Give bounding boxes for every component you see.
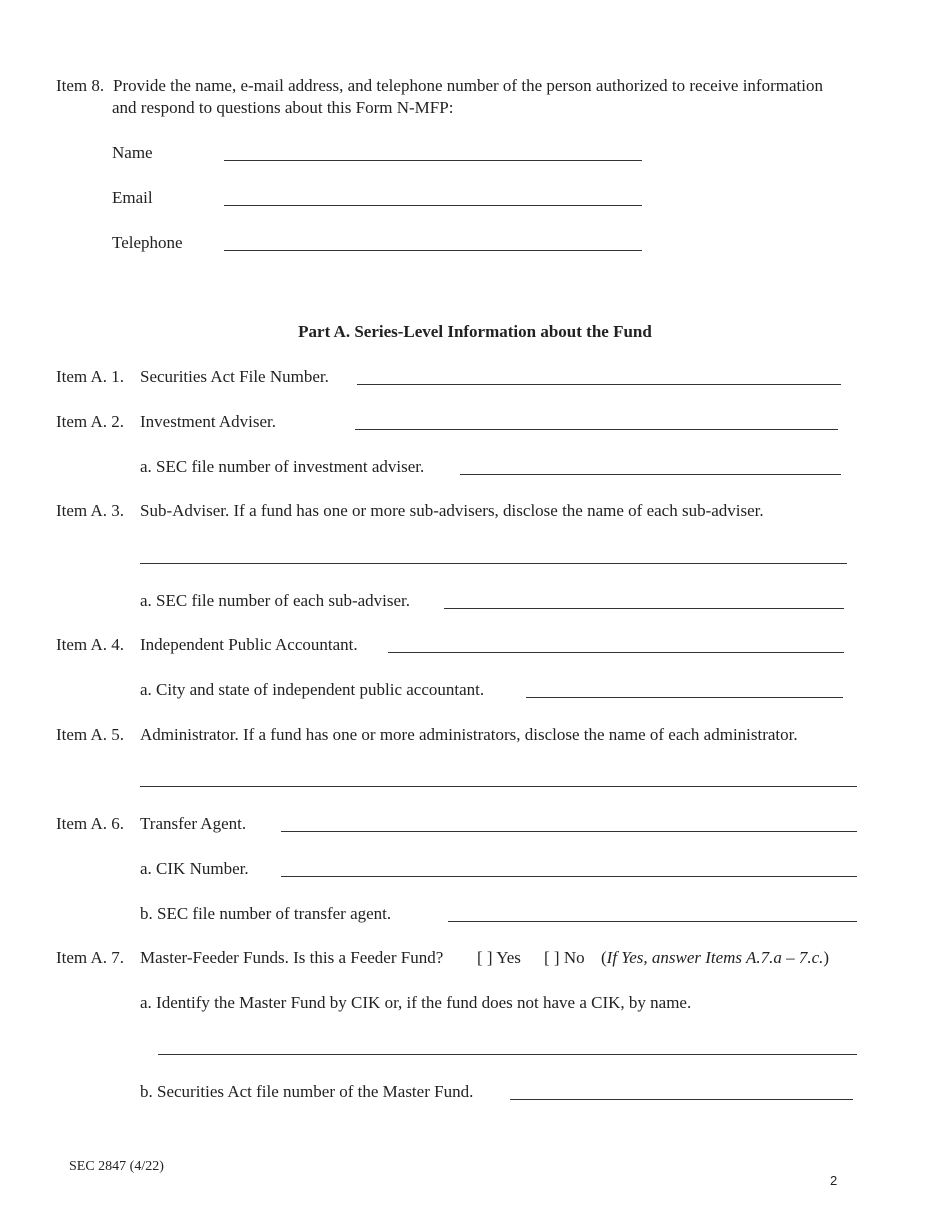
cik-number-field[interactable]: [281, 876, 857, 877]
telephone-label: Telephone: [112, 233, 183, 252]
administrator-names-field[interactable]: [140, 786, 857, 787]
transfer-agent-field[interactable]: [281, 831, 857, 832]
part-a-heading: Part A. Series-Level Information about the Fund: [298, 322, 652, 341]
item-a4-number: Item A. 4.: [56, 635, 124, 654]
item-a7b-label: b. Securities Act file number of the Master Fund.: [140, 1082, 474, 1101]
item-a7-note-close: ): [823, 948, 830, 967]
item-a7-number: Item A. 7.: [56, 948, 124, 967]
item-a3-label: Sub-Adviser. If a fund has one or more sub-advisers, disclose the name of each sub-adviser.: [140, 501, 764, 520]
email-label: Email: [112, 188, 153, 207]
item-a7-label: Master-Feeder Funds. Is this a Feeder Fund?: [140, 948, 444, 967]
feeder-fund-yes-checkbox[interactable]: [ ] Yes: [477, 948, 521, 967]
sub-adviser-sec-file-number-field[interactable]: [444, 608, 844, 609]
item-a2a-label: a. SEC file number of investment adviser.: [140, 457, 425, 476]
accountant-city-state-field[interactable]: [526, 697, 843, 698]
item8-number: Item 8.: [56, 76, 105, 95]
page-number: 2: [830, 1173, 838, 1188]
telephone-field[interactable]: [224, 250, 642, 251]
item-a7a-label: a. Identify the Master Fund by CIK or, if the fund does not have a CIK, by name.: [140, 993, 692, 1012]
adviser-sec-file-number-field[interactable]: [460, 474, 841, 475]
item8-text-line2: and respond to questions about this Form N-MFP:: [112, 98, 454, 117]
transfer-agent-sec-file-number-field[interactable]: [448, 921, 857, 922]
item-a7-note: [601, 947, 829, 969]
form-id: SEC 2847 (4/22): [69, 1159, 164, 1174]
name-field[interactable]: [224, 160, 642, 161]
item-a3-number: Item A. 3.: [56, 501, 124, 520]
item-a2-number: Item A. 2.: [56, 412, 124, 431]
item-a6a-label: a. CIK Number.: [140, 859, 249, 878]
sub-adviser-names-field[interactable]: [140, 563, 847, 564]
item-a4-label: Independent Public Accountant.: [140, 635, 358, 654]
item-a6b-label: b. SEC file number of transfer agent.: [140, 904, 392, 923]
name-label: Name: [112, 143, 153, 162]
email-field[interactable]: [224, 205, 642, 206]
item-a6-number: Item A. 6.: [56, 814, 124, 833]
independent-public-accountant-field[interactable]: [388, 652, 844, 653]
master-fund-identifier-field[interactable]: [158, 1054, 857, 1055]
item8-text-line1: Provide the name, e-mail address, and telephone number of the person authorized to receive information: [113, 76, 823, 95]
item-a3a-label: a. SEC file number of each sub-adviser.: [140, 591, 411, 610]
item-a5-label: Administrator. If a fund has one or more administrators, disclose the name of each administrator.: [140, 725, 798, 744]
item-a7-note-text: If Yes, answer Items A.7.a – 7.c.: [606, 948, 824, 967]
investment-adviser-field[interactable]: [355, 429, 838, 430]
item-a2-label: Investment Adviser.: [140, 412, 276, 431]
item-a7-note-open: (: [601, 948, 607, 967]
item-a6-label: Transfer Agent.: [140, 814, 247, 833]
securities-act-file-number-field[interactable]: [357, 384, 841, 385]
item-a1-label: Securities Act File Number.: [140, 367, 329, 386]
item-a5-number: Item A. 5.: [56, 725, 124, 744]
master-fund-securities-act-file-number-field[interactable]: [510, 1099, 853, 1100]
item-a4a-label: a. City and state of independent public accountant.: [140, 680, 485, 699]
feeder-fund-no-checkbox[interactable]: [ ] No: [544, 948, 585, 967]
item-a1-number: Item A. 1.: [56, 367, 124, 386]
